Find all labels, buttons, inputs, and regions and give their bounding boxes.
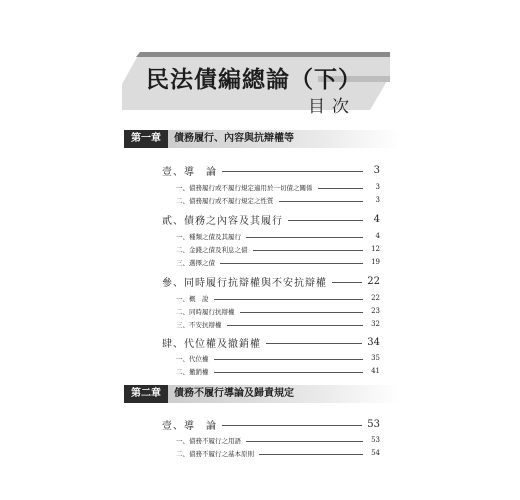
page-number: 12 [371, 245, 380, 253]
subsection-label: 二、金錢之債及利息之債 [176, 245, 248, 254]
toc-subsection[interactable] [176, 230, 380, 242]
toc-subsection[interactable] [176, 181, 380, 193]
leader-line [240, 312, 364, 313]
subsection-label: 一、債務不履行之用語 [176, 436, 241, 445]
toc-section[interactable] [162, 334, 380, 350]
section-label: 壹、導 論 [162, 166, 217, 178]
leader-line [288, 220, 363, 221]
page-number: 3 [375, 196, 380, 204]
subsection-label: 二、同時履行抗辯權 [176, 307, 235, 316]
subsection-label: 三、不安抗辯權 [176, 320, 222, 329]
leader-line [222, 171, 363, 172]
page-number: 22 [371, 294, 380, 302]
toc-title: 目次 [308, 97, 356, 117]
page-number: 53 [367, 418, 380, 430]
page-number: 54 [371, 449, 380, 457]
subsection-label: 二、債務不履行之基本原則 [176, 449, 254, 458]
toc-subsection[interactable] [176, 305, 380, 317]
leader-line [227, 325, 364, 326]
toc-subsection[interactable] [176, 292, 380, 304]
toc-subsection[interactable] [176, 243, 380, 255]
chapter-number: 第二章 [124, 385, 168, 403]
toc-section[interactable] [162, 211, 380, 227]
leader-line [246, 237, 363, 238]
leader-line [214, 359, 364, 360]
section-label: 貳、債務之內容及其履行 [162, 215, 283, 227]
subsection-label: 二、撤銷權 [176, 367, 209, 376]
section-label: 肆、代位權及撤銷權 [162, 338, 261, 350]
page-number: 32 [371, 320, 380, 328]
subsection-label: 一、種類之債及其履行 [176, 232, 241, 241]
page-number: 22 [367, 275, 380, 287]
subsection-label: 二、債務履行或不履行規定之性質 [176, 196, 274, 205]
page-number: 19 [371, 258, 380, 266]
chapter-heading [124, 385, 400, 403]
page-number: 53 [371, 436, 380, 444]
page-number: 34 [367, 336, 380, 348]
chapter-heading [124, 130, 400, 148]
page-number: 4 [375, 232, 380, 240]
leader-line [266, 343, 362, 344]
page-number: 3 [375, 183, 380, 191]
chapter-name: 債務履行、內容與抗辯權等 [174, 133, 294, 144]
subsection-label: 三、選擇之債 [176, 258, 215, 267]
toc-subsection[interactable] [176, 318, 380, 330]
toc-section[interactable] [162, 416, 380, 432]
book-title: 民法債編總論（下） [146, 67, 362, 93]
toc-subsection[interactable] [176, 256, 380, 268]
page-number: 3 [373, 164, 380, 176]
toc-subsection[interactable] [176, 447, 380, 459]
leader-line [220, 263, 363, 264]
subsection-label: 一、債務履行或不履行規定適用於一切債之關係 [176, 183, 313, 192]
leader-line [318, 188, 364, 189]
section-label: 參、同時履行抗辯權與不安抗辯權 [162, 277, 327, 289]
leader-line [253, 250, 364, 251]
toc-subsection[interactable] [176, 194, 380, 206]
leader-line [214, 372, 364, 373]
toc-subsection[interactable] [176, 352, 380, 364]
toc-section[interactable] [162, 273, 380, 289]
leader-line [222, 425, 362, 426]
title-banner [122, 52, 390, 118]
page-number: 41 [371, 367, 380, 375]
page-number: 35 [371, 354, 380, 362]
leader-line [279, 201, 364, 202]
subsection-label: 一、概 說 [176, 294, 209, 303]
section-label: 壹、導 論 [162, 420, 217, 432]
leader-line [214, 299, 364, 300]
chapter-name: 債務不履行導論及歸責規定 [174, 388, 294, 399]
toc-subsection[interactable] [176, 365, 380, 377]
leader-line [259, 454, 363, 455]
leader-line [246, 441, 363, 442]
toc-section[interactable] [162, 162, 380, 178]
subsection-label: 一、代位權 [176, 354, 209, 363]
chapter-number: 第一章 [124, 130, 168, 148]
leader-line [332, 282, 362, 283]
page-number: 23 [371, 307, 380, 315]
page-number: 4 [373, 213, 380, 225]
toc-subsection[interactable] [176, 434, 380, 446]
